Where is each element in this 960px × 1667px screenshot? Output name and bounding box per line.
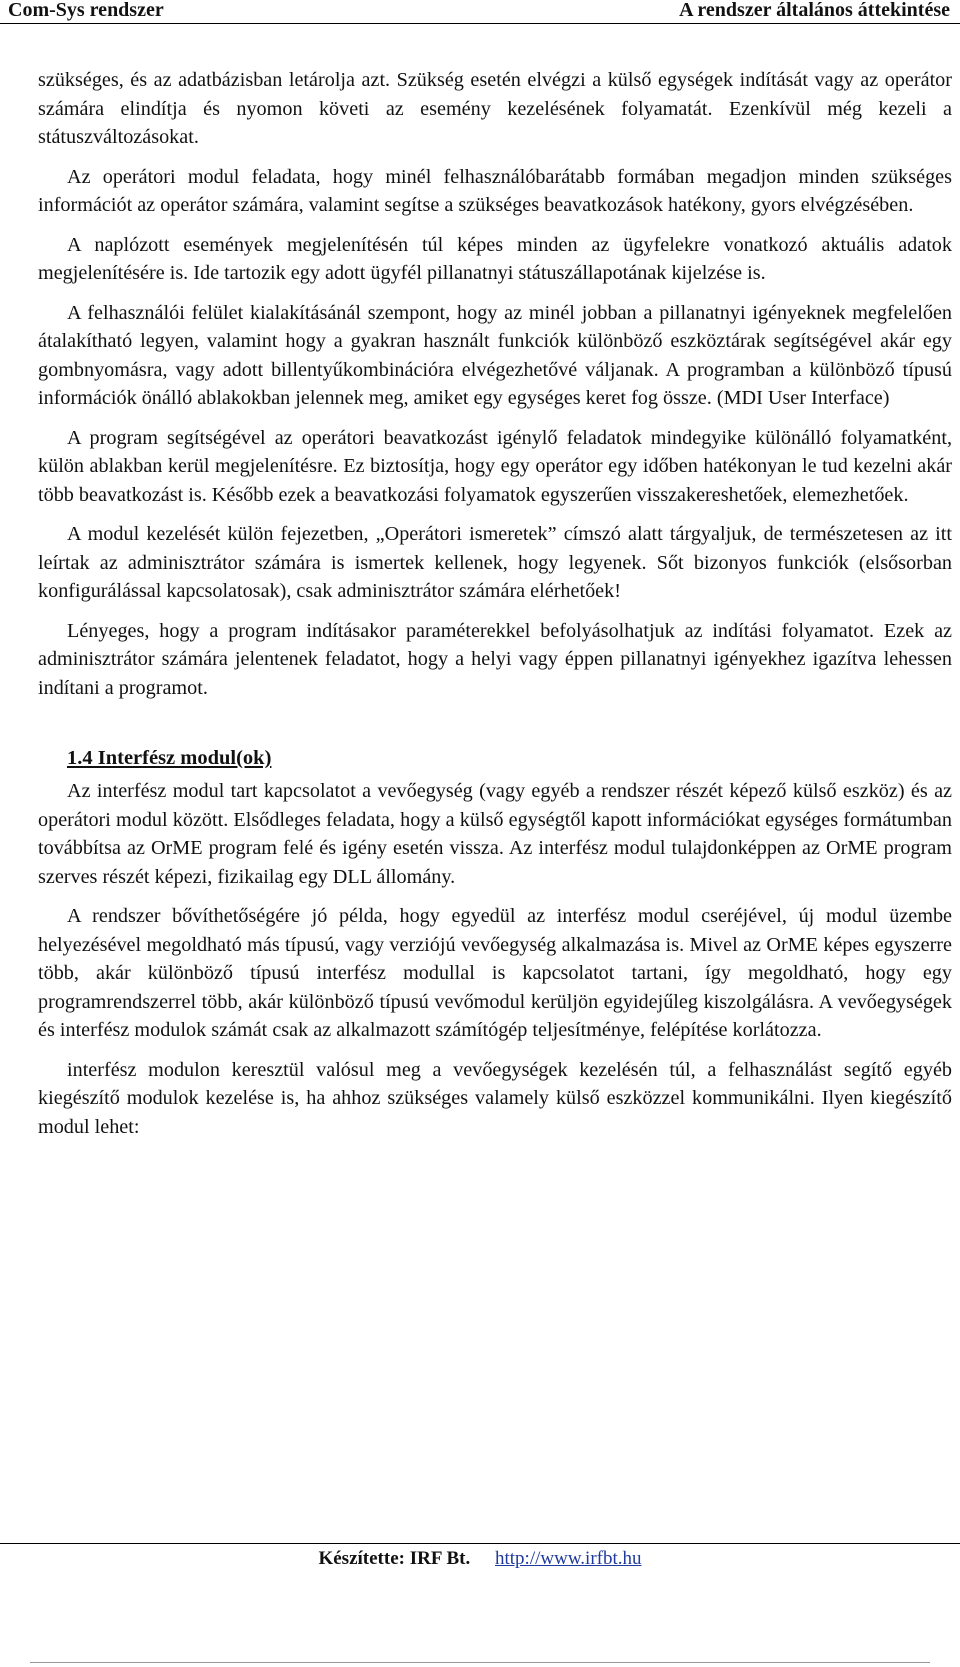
section-heading: 1.4 Interfész modul(ok) <box>67 747 272 769</box>
paragraph-module-handling: A modul kezelését külön fejezetben, „Operátori ismeretek” címszó alatt tárgyaljuk, de természetesen az itt leírtak az adminisztrátor számára is ismertek kellenek, hogy legyenek. Sőt bizonyos funkciók (elsősorban konfigurálással kapcsolatosak), csak adminisztrátor számára elérhetőek! <box>38 523 952 602</box>
page-body <box>38 66 952 1152</box>
paragraph-extensibility: A rendszer bővíthetőségére jó példa, hogy egyedül az interfész modul cseréjével, új modul üzembe helyezésével megoldható más típusú, vagy verziójú vevőegység alkalmazása is. Mivel az OrME képes egyszerre több, akár különböző típusú interfész modullal is kapcsolatot tartani, így megoldható, hogy egy programrendszerrel több, akár különböző típusú vevőmodul kerüljön egyidejűleg kiszolgálásra. A vevőegységek és interfész modulok számát csak az alkalmazott számítógép teljesítménye, felépítése korlátozza. <box>38 905 952 1041</box>
page-footer <box>0 1546 960 1572</box>
running-header <box>0 0 960 24</box>
paragraph-logged-events: A naplózott események megjelenítésén túl képes minden az ügyfelekre vonatkozó aktuális adatok megjelenítésére is. Ide tartozik egy adott ügyfél pillanatnyi státuszállapotának kijelzése is. <box>38 233 952 284</box>
paragraph-user-interface: A felhasználói felület kialakításánál szempont, hogy az minél jobban a pillanatnyi igényeknek megfelelően átalakítható legyen, valamint hogy a gyakran használt funkciók különböző eszköztárak segítségével akár egy gombnyomásra, vagy adott billentyűkombinációra elvégezhetővé váljanak. A programban a különböző típusú információk önálló ablakokban jelennek meg, amiket egy egységes keret fog össze. (MDI User Interface) <box>38 301 952 409</box>
paragraph-supplementary-modules: interfész modulon keresztül valósul meg a vevőegységek kezelésén túl, a felhasználást segítő egyéb kiegészítő modulok kezelése is, ha ahhoz szükséges valamely külső eszközzel kommunikálni. Ilyen kiegészítő modul lehet: <box>38 1058 952 1138</box>
paragraph-interface-module: Az interfész modul tart kapcsolatot a vevőegység (vagy egyéb a rendszer részét képező külső eszköz) és az operátori modul között. Elsődleges feladata, hogy a külső egységtől kapott információkat egységes formátumban továbbítsa az OrME program felé és igény esetén vissza. Az interfész modul tulajdonképpen az OrME program szerves részét képezi, fizikailag egy DLL állomány. <box>38 780 952 888</box>
footer-website-link[interactable]: http://www.irfbt.hu <box>494 1548 642 1569</box>
footer-credit: Készítette: IRF Bt. <box>318 1548 471 1569</box>
paragraph-operator-module: Az operátori modul feladata, hogy minél felhasználóbarátabb formában megadjon minden szükséges információt az operátor számára, valamint segítse a szükséges beavatkozások hatékony, gyors elvégzésében. <box>38 165 952 216</box>
page-bottom-edge <box>30 1662 930 1663</box>
paragraph-continued: szükséges, és az adatbázisban letárolja azt. Szükség esetén elvégzi a külső egységek indítását vagy az operátor számára elindítja és nyomon követi az esemény kezelésének folyamatát. Ezenkívül még kezeli a státuszváltozásokat. <box>38 69 952 148</box>
paragraph-startup-parameters: Lényeges, hogy a program indításakor paraméterekkel befolyásolhatjuk az indítási folyamatot. Ezek az adminisztrátor számára jelentenek feladatot, hogy a helyi vagy éppen pillanatnyi igényekhez igazítva lehessen indítani a programot. <box>38 619 952 699</box>
header-document-title: Com-Sys rendszer <box>8 0 164 21</box>
header-chapter-title: A rendszer általános áttekintése <box>679 0 950 21</box>
footer-divider <box>0 1543 960 1544</box>
paragraph-separate-windows: A program segítségével az operátori beavatkozást igénylő feladatok mindegyike különálló folyamatként, külön ablakban kerül megjelenítésre. Ez biztosítja, hogy egy operátor egy időben hatékonyan le tud kezelni akár több beavatkozást is. Később ezek a beavatkozási folyamatok egyszerűen visszakereshetőek, elemezhetőek. <box>38 426 952 506</box>
